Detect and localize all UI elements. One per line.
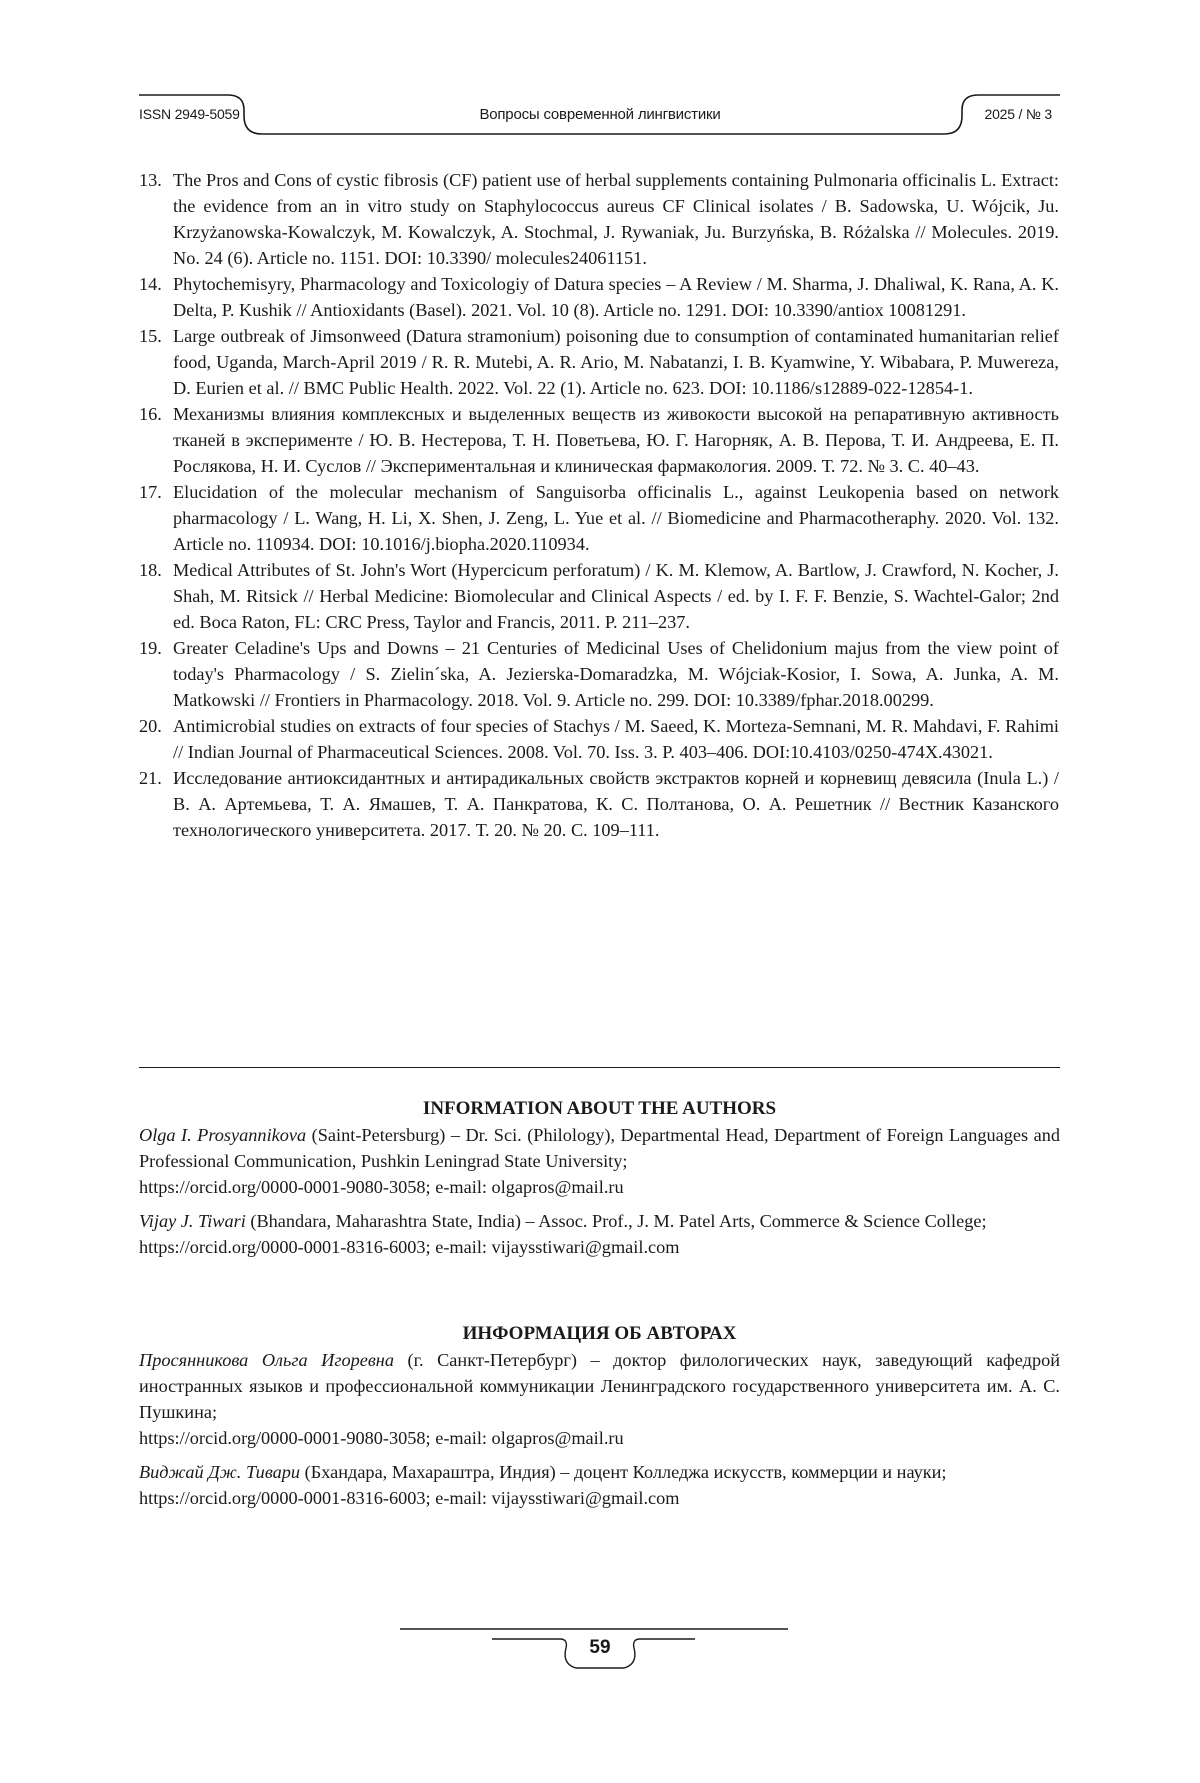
reference-item: [139, 401, 1059, 479]
author-name: Vijay J. Tiwari: [139, 1211, 246, 1231]
reference-item: [139, 557, 1059, 635]
author-contacts: https://orcid.org/0000-0001-8316-6003; e-mail: vijaysstiwari@gmail.com: [139, 1488, 679, 1508]
reference-text: Phytochemisyry, Pharmacology and Toxicologiy of Datura species – A Review / M. Sharma, J. Dhaliwal, K. Rana, A. K. Delta, P. Kushik // Antioxidants (Basel). 2021. Vol. 10 (8). Article no. 1291. DOI: 10.3390/antiox 10081291.: [173, 274, 1059, 320]
author-contacts: https://orcid.org/0000-0001-9080-3058; e-mail: olgapros@mail.ru: [139, 1177, 624, 1197]
author-name: Просянникова Ольга Игоревна: [139, 1350, 394, 1370]
author-entry: [139, 1459, 1060, 1511]
reference-text: Greater Celadine's Ups and Downs – 21 Centuries of Medicinal Uses of Chelidonium majus from the view point of today's Pharmacology / S. Zielin´ska, A. Jezierska-Domaradzka, M. Wójciak-Kosior, I. Sowa, A. Junka, A. M. Matkowski // Frontiers in Pharmacology. 2018. Vol. 9. Article no. 299. DOI: 10.3389/fphar.2018.00299.: [173, 638, 1059, 710]
reference-text: Medical Attributes of St. John's Wort (Hypercicum perforatum) / K. M. Klemow, A. Bartlow, J. Crawford, N. Kocher, J. Shah, M. Ritsick // Herbal Medicine: Biomolecular and Clinical Aspects / ed. by I. F. F. Benzie, S. Wachtel-Galor; 2nd ed. Boca Raton, FL: CRC Press, Taylor and Francis, 2011. P. 211–237.: [173, 560, 1059, 632]
reference-number: 13.: [139, 167, 162, 193]
reference-item: [139, 713, 1059, 765]
reference-text: Large outbreak of Jimsonweed (Datura stramonium) poisoning due to consumption of contaminated humanitarian relief food, Uganda, March-April 2019 / R. R. Mutebi, A. R. Ario, M. Nabatanzi, I. B. Kyamwine, Y. Wibabara, P. Muwereza, D. Eurien et al. // BMC Public Health. 2022. Vol. 22 (1). Article no. 623. DOI: 10.1186/s12889-022-12854-1.: [173, 326, 1059, 398]
author-details: (Бхандара, Махараштра, Индия) – доцент Колледжа искусств, коммерции и науки;: [300, 1462, 946, 1482]
authors-info-en: [139, 1096, 1060, 1260]
reference-text: The Pros and Cons of cystic fibrosis (CF) patient use of herbal supplements containing Pulmonaria officinalis L. Extract: the evidence from an in vitro study on Staphylococcus aureus CF Clinical isolates / B. Sadowska, U. Wójcik, Ju. Krzyżanowska-Kowalczyk, M. Kowalczyk, A. Stochmal, J. Rywaniak, Ju. Burzyńska, B. Różalska // Molecules. 2019. No. 24 (6). Article no. 1151. DOI: 10.3390/ molecules24061151.: [173, 170, 1059, 268]
reference-item: [139, 765, 1059, 843]
author-name: Виджай Дж. Тивари: [139, 1462, 300, 1482]
section-divider: [139, 1067, 1060, 1068]
reference-number: 17.: [139, 479, 162, 505]
reference-number: 20.: [139, 713, 162, 739]
reference-text: Механизмы влияния комплексных и выделенных веществ из живокости высокой на репаративную активность тканей в эксперименте / Ю. В. Нестерова, Т. Н. Поветьева, Ю. Г. Нагорняк, А. В. Перова, Т. И. Андреева, Е. П. Рослякова, Н. И. Суслов // Экспериментальная и клиническая фармакология. 2009. Т. 72. № 3. С. 40–43.: [173, 404, 1059, 476]
journal-title: Вопросы современной лингвистики: [320, 106, 880, 123]
section-heading: INFORMATION ABOUT THE AUTHORS: [139, 1096, 1060, 1122]
reference-text: Antimicrobial studies on extracts of four species of Stachys / M. Saeed, K. Morteza-Semnani, M. R. Mahdavi, F. Rahimi // Indian Journal of Pharmaceutical Sciences. 2008. Vol. 70. Iss. 3. P. 403–406. DOI:10.4103/0250-474X.43021.: [173, 716, 1059, 762]
author-name: Olga I. Prosyannikova: [139, 1125, 306, 1145]
author-details: (Bhandara, Maharashtra State, India) – Assoc. Prof., J. M. Patel Arts, Commerce & Science College;: [246, 1211, 987, 1231]
reference-text: Исследование антиоксидантных и антирадикальных свойств экстрактов корней и корневищ девясила (Inula L.) / В. А. Артемьева, Т. А. Ямашев, Т. А. Панкратова, К. С. Полтанова, О. А. Решетник // Вестник Казанского технологического университета. 2017. Т. 20. № 20. С. 109–111.: [173, 768, 1059, 840]
author-contacts: https://orcid.org/0000-0001-9080-3058; e-mail: olgapros@mail.ru: [139, 1428, 624, 1448]
reference-number: 18.: [139, 557, 162, 583]
issue-number: 2025 / № 3: [984, 106, 1052, 122]
reference-item: [139, 271, 1059, 323]
header-frame-lines: [0, 0, 1200, 150]
author-entry: [139, 1208, 1060, 1260]
reference-list: [139, 167, 1059, 843]
author-entry: [139, 1347, 1060, 1451]
section-heading: ИНФОРМАЦИЯ ОБ АВТОРАХ: [139, 1321, 1060, 1347]
reference-item: [139, 635, 1059, 713]
authors-info-ru: [139, 1321, 1060, 1511]
reference-number: 21.: [139, 765, 162, 791]
author-details: (Saint-Petersburg) – Dr. Sci. (Philology), Departmental Head, Department of Foreign Languages and Professional Communication, Pushkin Leningrad State University;: [139, 1125, 1060, 1171]
reference-number: 15.: [139, 323, 162, 349]
reference-number: 16.: [139, 401, 162, 427]
page-number: 59: [560, 1637, 640, 1659]
reference-item: [139, 167, 1059, 271]
author-entry: [139, 1122, 1060, 1200]
reference-number: 14.: [139, 271, 162, 297]
reference-item: [139, 323, 1059, 401]
reference-text: Elucidation of the molecular mechanism of Sanguisorba officinalis L., against Leukopenia based on network pharmacology / L. Wang, H. Li, X. Shen, J. Zeng, L. Yue et al. // Biomedicine and Pharmacotheraphy. 2020. Vol. 132. Article no. 110934. DOI: 10.1016/j.biopha.2020.110934.: [173, 482, 1059, 554]
reference-number: 19.: [139, 635, 162, 661]
issn: ISSN 2949-5059: [139, 106, 240, 122]
author-contacts: https://orcid.org/0000-0001-8316-6003; e-mail: vijaysstiwari@gmail.com: [139, 1237, 679, 1257]
reference-item: [139, 479, 1059, 557]
running-header: [0, 0, 1200, 150]
author-details: (г. Санкт-Петербург) – доктор филологических наук, заведующий кафедрой иностранных языков и профессиональной коммуникации Ленинградского государственного университета им. А. С. Пушкина;: [139, 1350, 1060, 1422]
